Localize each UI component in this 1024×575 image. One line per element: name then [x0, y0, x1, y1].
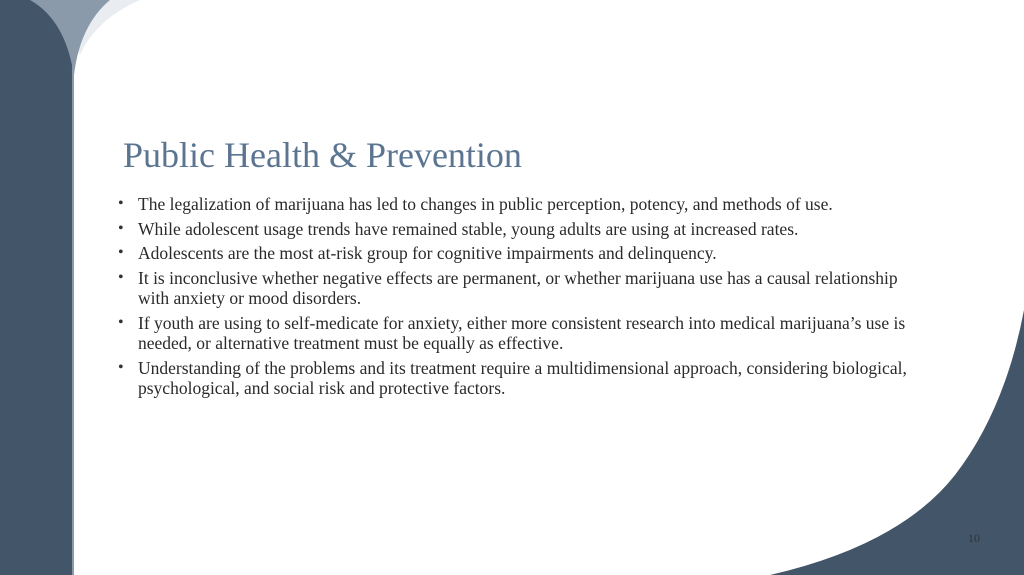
bullet-item: • While adolescent usage trends have remained stable, young adults are using at increased rates.: [116, 219, 916, 240]
left-bar-shape: [0, 0, 72, 575]
bullet-item: • The legalization of marijuana has led to changes in public perception, potency, and methods of use.: [116, 194, 916, 215]
bullet-item: • If youth are using to self-medicate for anxiety, either more consistent research into medical marijuana’s use is needed, or alternative treatment must be equally as effective.: [116, 313, 916, 354]
bullet-item: • Understanding of the problems and its treatment require a multidimensional approach, considering biological, psychological, and social risk and protective factors.: [116, 358, 916, 399]
bullet-list: [116, 194, 916, 403]
bullet-item: • Adolescents are the most at-risk group for cognitive impairments and delinquency.: [116, 243, 916, 264]
bullet-item: • It is inconclusive whether negative effects are permanent, or whether marijuana use has a causal relationship with anxiety or mood disorders.: [116, 268, 916, 309]
page-number: 10: [968, 531, 980, 545]
slide-title: Public Health & Prevention: [123, 135, 522, 175]
